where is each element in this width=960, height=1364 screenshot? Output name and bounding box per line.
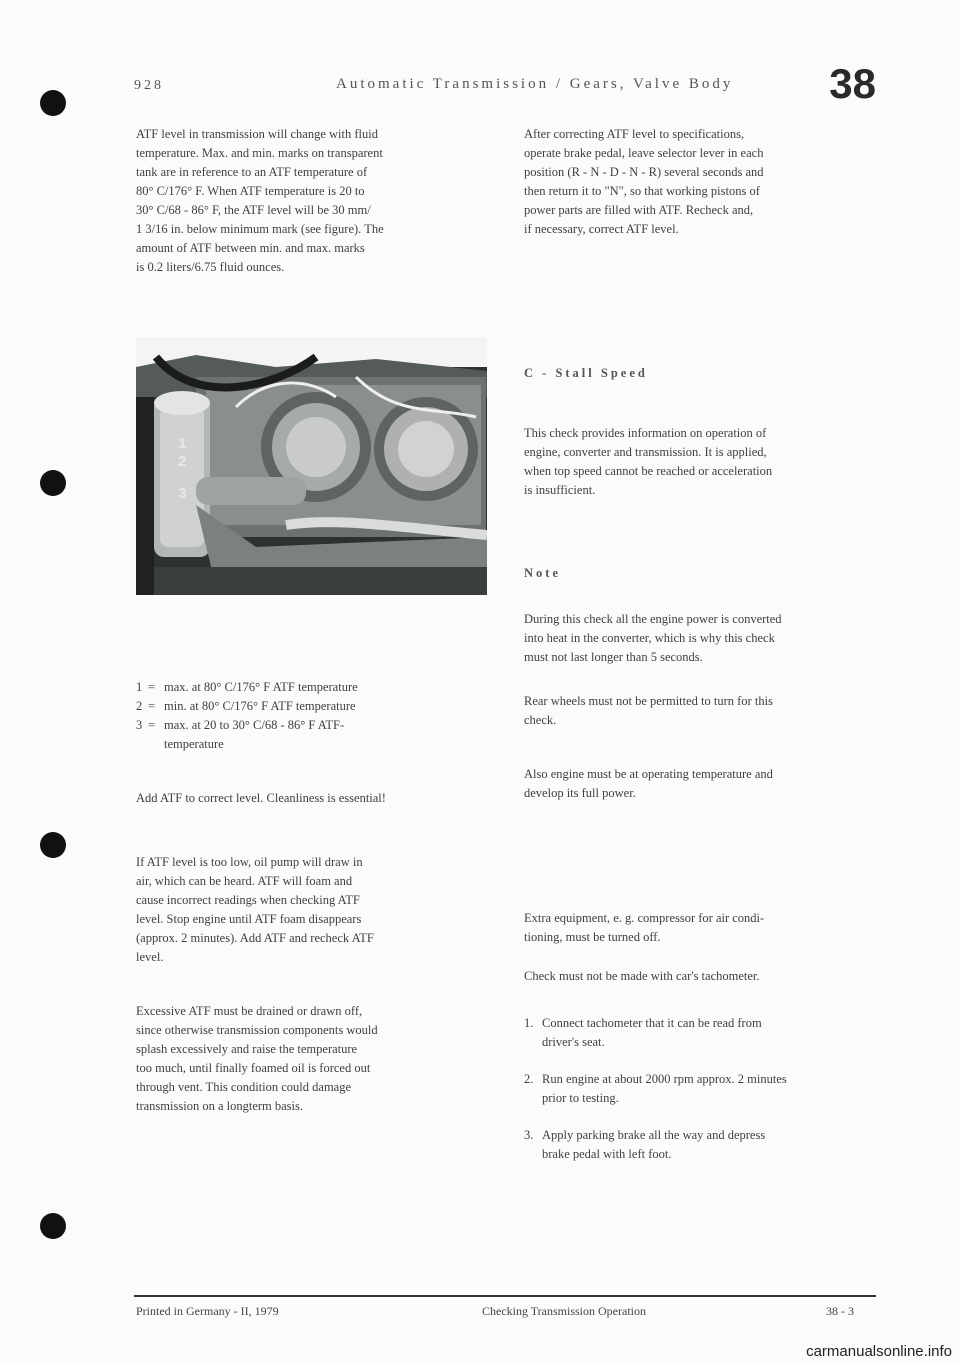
legend-text: max. at 20 to 30° C/68 - 86° F ATF- — [164, 718, 345, 732]
left-paragraph-4: Excessive ATF must be drained or drawn off, since otherwise transmission components would splash excessively and raise the temperature too much, until finally foamed oil is forced out through vent. This condition could damage transmission on a longterm basis. — [136, 1004, 378, 1113]
binder-hole — [40, 470, 66, 496]
legend-number: 3 — [136, 718, 143, 732]
note-heading: Note — [524, 566, 561, 580]
footer-print-info: Printed in Germany - II, 1979 — [136, 1304, 279, 1318]
right-paragraph-6: Extra equipment, e. g. compressor for air condi- tioning, must be turned off. — [524, 911, 765, 944]
figure-legend — [136, 678, 496, 754]
section-heading-stall-speed: C - Stall Speed — [524, 366, 648, 380]
atf-tank-photo — [136, 337, 487, 595]
legend-text: max. at 80° C/176° F ATF temperature — [164, 680, 358, 694]
legend-item: 3 = max. at 20 to 30° C/68 - 86° F ATF- — [136, 716, 496, 735]
procedure-steps — [524, 1014, 884, 1182]
step-text: Run engine at about 2000 rpm approx. 2 minutes prior to testing. — [542, 1072, 787, 1105]
legend-number: 1 — [136, 680, 143, 694]
list-item — [524, 1070, 884, 1108]
page-title: Automatic Transmission / Gears, Valve Body — [336, 76, 734, 92]
legend-item: 2 = min. at 80° C/176° F ATF temperature — [136, 697, 496, 716]
list-item — [524, 1014, 884, 1052]
photo-label-2: 2 — [178, 453, 187, 470]
binder-hole — [40, 1213, 66, 1239]
list-item — [524, 1126, 884, 1164]
binder-hole — [40, 90, 66, 116]
legend-continuation: temperature — [164, 737, 224, 751]
legend-text: min. at 80° C/176° F ATF temperature — [164, 699, 356, 713]
right-paragraph-1: After correcting ATF level to specifications, operate brake pedal, leave selector lever in each position (R - N - D - N - R) several seconds and then return it to "N", so that working pistons of power parts are filled with ATF. Recheck and, if necessary, correct ATF level. — [524, 127, 764, 236]
step-number: 3. — [524, 1128, 534, 1142]
binder-hole — [40, 832, 66, 858]
page-header — [134, 60, 876, 108]
legend-item: 1 = max. at 80° C/176° F ATF temperature — [136, 678, 496, 697]
step-number: 1. — [524, 1016, 534, 1030]
photo-label-3: 3 — [178, 485, 187, 502]
left-paragraph-2: Add ATF to correct level. Cleanliness is essential! — [136, 791, 386, 805]
step-text: Connect tachometer that it can be read from driver's seat. — [542, 1016, 762, 1049]
step-text: Apply parking brake all the way and depress brake pedal with left foot. — [542, 1128, 766, 1161]
right-paragraph-5: Also engine must be at operating temperature and develop its full power. — [524, 767, 773, 800]
right-paragraph-3: During this check all the engine power is converted into heat in the converter, which is why this check must not last longer than 5 seconds. — [524, 612, 782, 664]
photo-label-1: 1 — [178, 435, 187, 452]
section-number: 38 — [829, 60, 876, 107]
step-number: 2. — [524, 1072, 534, 1086]
legend-number: 2 — [136, 699, 143, 713]
right-paragraph-7: Check must not be made with car's tachometer. — [524, 969, 760, 983]
atf-tank-illustration — [136, 337, 487, 595]
footer-chapter-title: Checking Transmission Operation — [482, 1304, 646, 1318]
page-code: 928 — [134, 78, 164, 93]
right-paragraph-2: This check provides information on operation of engine, converter and transmission. It is applied, when top speed cannot be reached or acceleration is insufficient. — [524, 426, 773, 497]
left-paragraph-3: If ATF level is too low, oil pump will draw in air, which can be heard. ATF will foam and cause incorrect readings when checking ATF level. Stop engine until ATF foam disappears (approx. 2 minutes). Add ATF and recheck ATF level. — [136, 855, 374, 964]
right-paragraph-4: Rear wheels must not be permitted to turn for this check. — [524, 694, 773, 727]
left-paragraph-1: ATF level in transmission will change with fluid temperature. Max. and min. marks on transparent tank are in reference to an ATF temperature of 80° C/176° F. When ATF temperature is 20 to 30° C/68 - 86° F, the ATF level will be 30 mm/ 1 3/16 in. below minimum mark (see figure). The amount of ATF between min. and max. marks is 0.2 liters/6.75 fluid ounces. — [136, 127, 384, 274]
footer-rule — [134, 1295, 876, 1297]
watermark-link[interactable]: carmanualsonline.info — [806, 1343, 952, 1360]
footer-page-number: 38 - 3 — [826, 1304, 854, 1318]
